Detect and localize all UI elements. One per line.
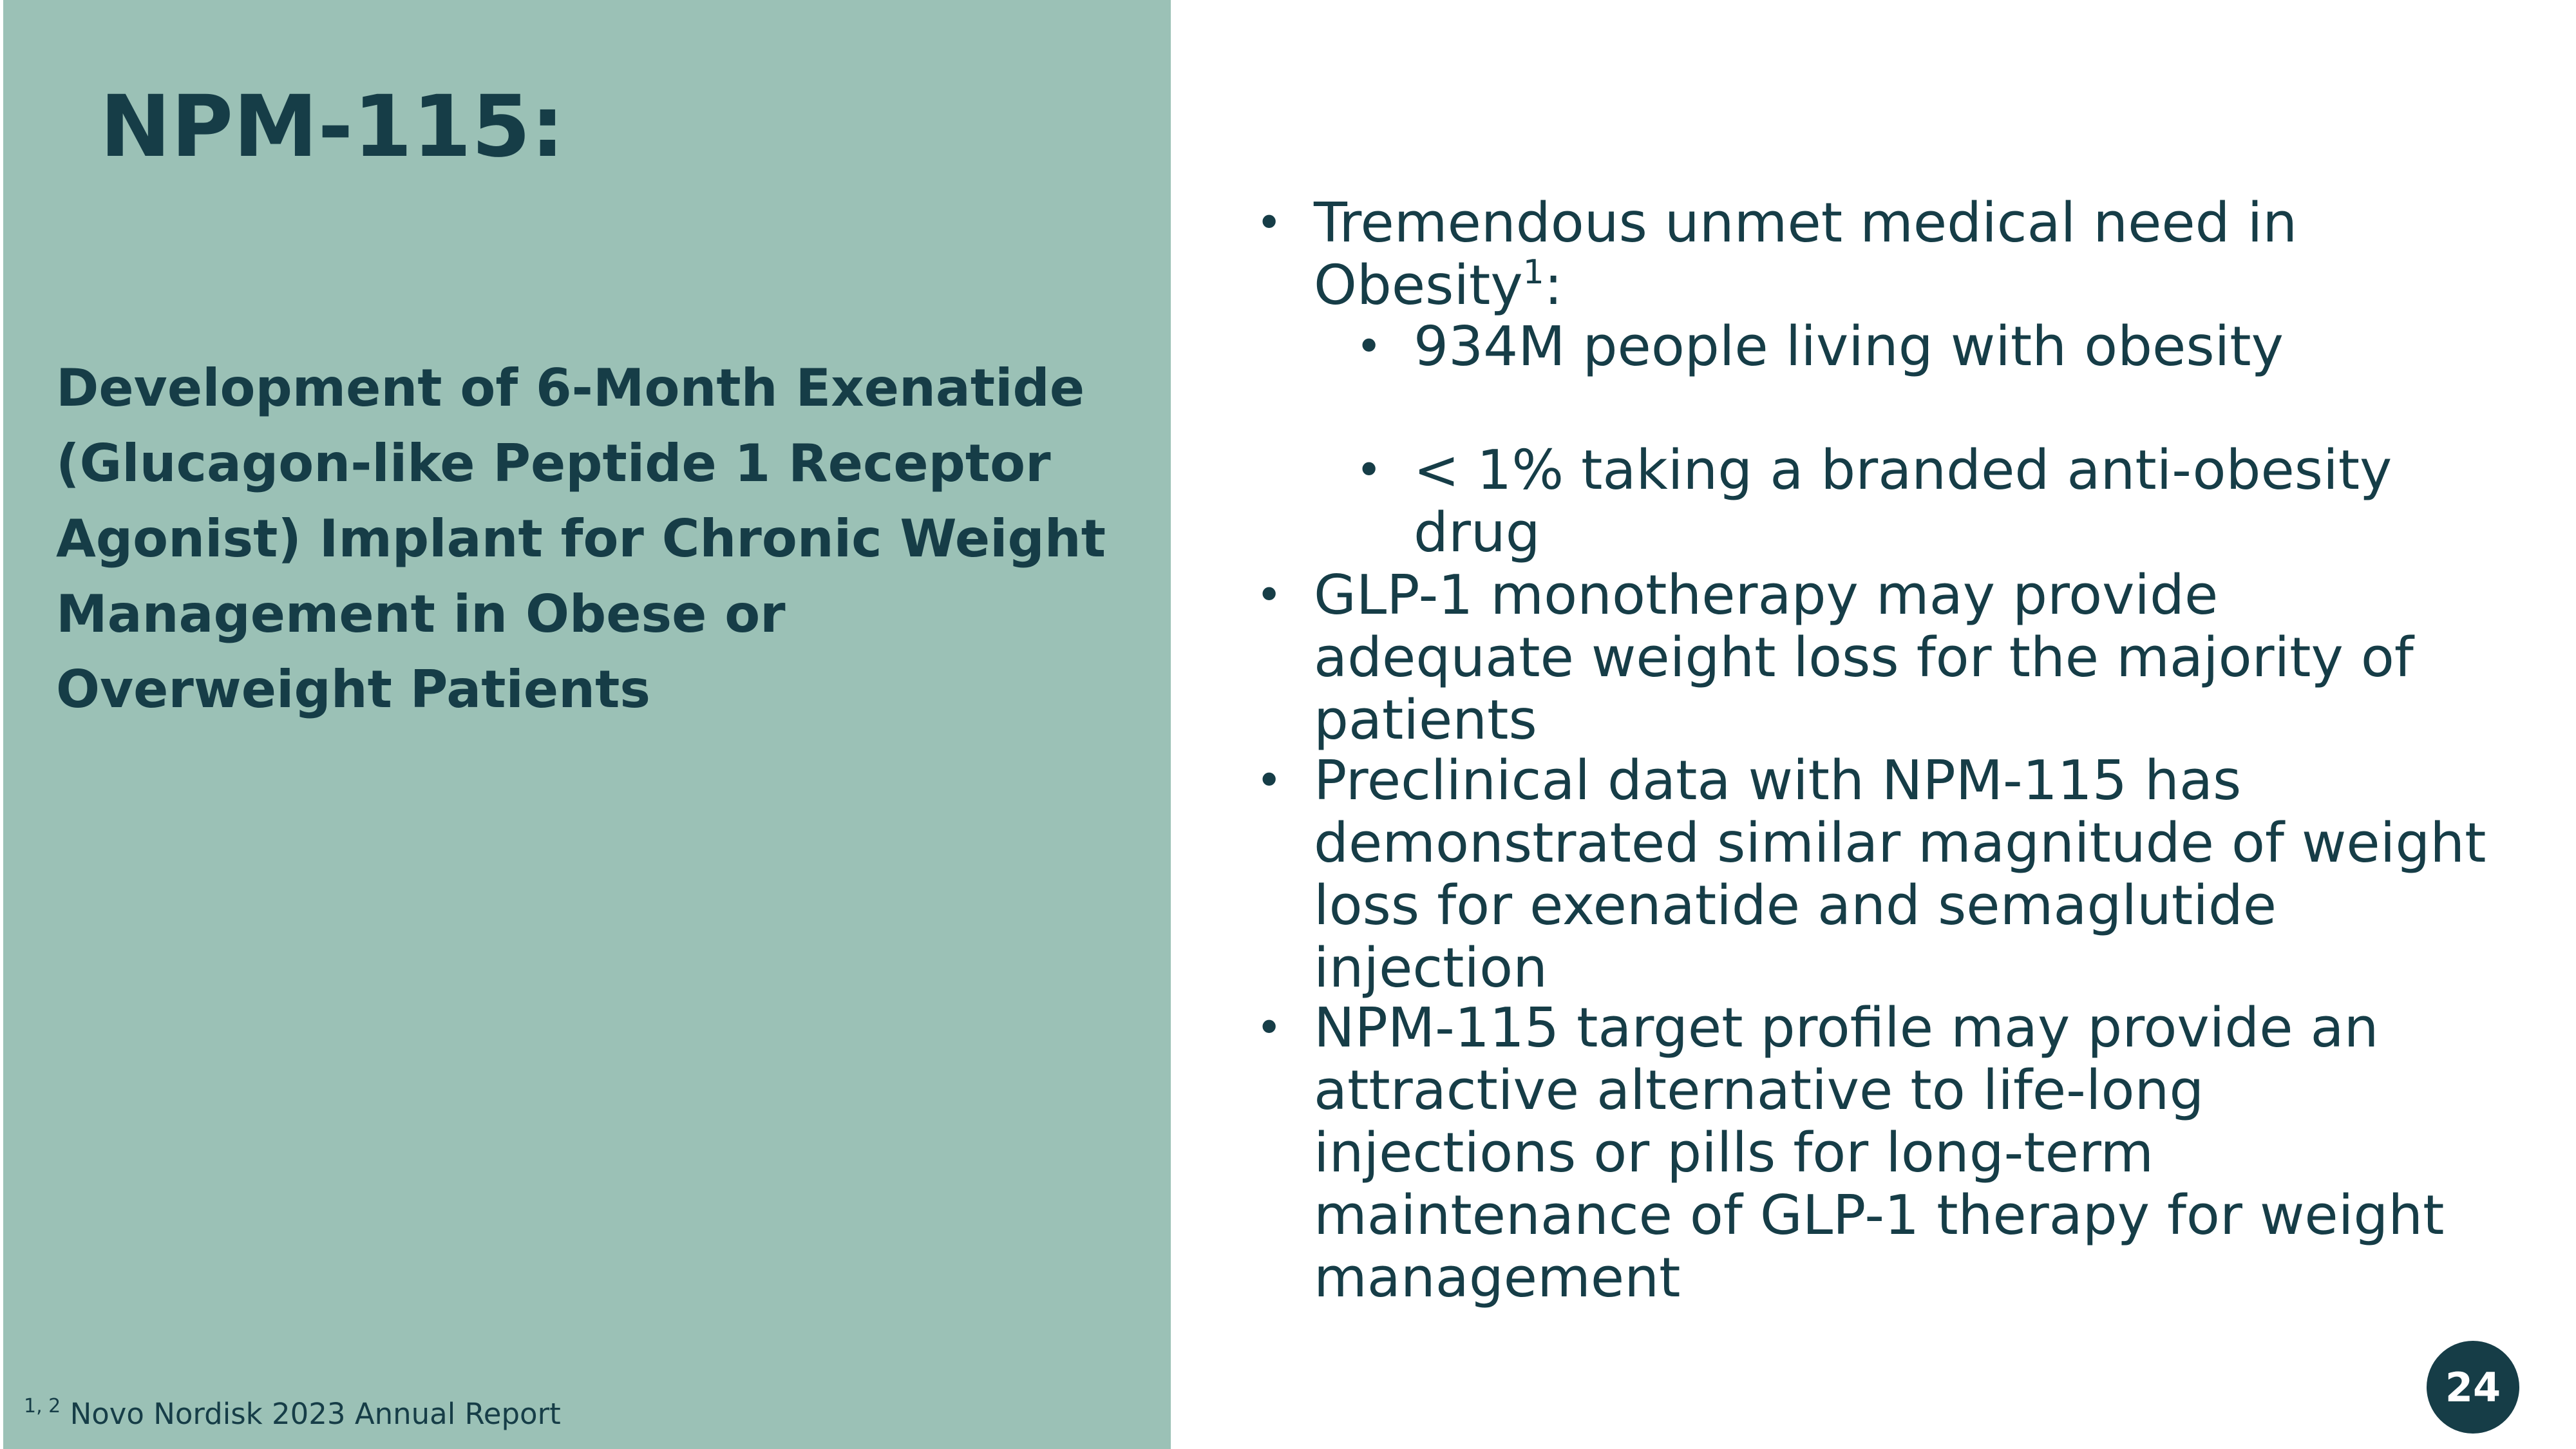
- sub-bullet-branded: [1256, 439, 2518, 564]
- sub-bullet-people: [1256, 316, 2518, 378]
- sub-bullet-people-text: 934M people living with obesity: [1414, 315, 2284, 379]
- bullet-target-profile-text: NPM-115 target profile may provide an attractive alternative to life-long injections or pills for long-term maintenance of GLP-1 therapy for weight management: [1314, 996, 2445, 1310]
- bullet-preclinical-text: Preclinical data with NPM-115 has demonstrated similar magnitude of weight loss for exenatide and semaglutide injection: [1314, 749, 2486, 1000]
- page-number-badge: 24: [2427, 1341, 2519, 1434]
- sub-bullet-branded-text: < 1% taking a branded anti-obesity drug: [1414, 439, 2392, 565]
- bullet-dot: •: [1356, 320, 1383, 373]
- bullet-suffix: :: [1544, 254, 1563, 317]
- bullet-preclinical: [1256, 750, 2518, 999]
- bullet-dot: •: [1256, 1001, 1283, 1054]
- bullet-text: [1314, 192, 2518, 317]
- left-panel: [3, 0, 1171, 1449]
- bullet-dot: •: [1256, 196, 1283, 249]
- bullet-unmet-need-text: Tremendous unmet medical need in Obesity: [1314, 191, 2298, 317]
- bullet-target-profile: [1256, 997, 2467, 1309]
- superscript-ref: 1: [1522, 253, 1544, 292]
- bullet-dot: •: [1256, 569, 1283, 621]
- bullet-dot: •: [1256, 754, 1283, 807]
- bullet-glp1-text: GLP-1 monotherapy may provide adequate weight loss for the majority of patients: [1314, 564, 2414, 752]
- bullet-dot: •: [1356, 444, 1383, 497]
- slide-title: NPM-115:: [100, 77, 565, 176]
- footnote: [24, 1395, 561, 1432]
- slide-subtitle: Development of 6-Month Exenatide (Glucagon-like Peptide 1 Receptor Agonist) Implant for Chronic Weight Management in Obese or Overweight Patients: [56, 358, 1106, 719]
- bullet-glp1-monotherapy: [1256, 564, 2415, 752]
- footnote-text: Novo Nordisk 2023 Annual Report: [70, 1397, 561, 1431]
- bullet-unmet-need: [1256, 192, 2518, 317]
- footnote-marks: 1, 2: [24, 1395, 61, 1417]
